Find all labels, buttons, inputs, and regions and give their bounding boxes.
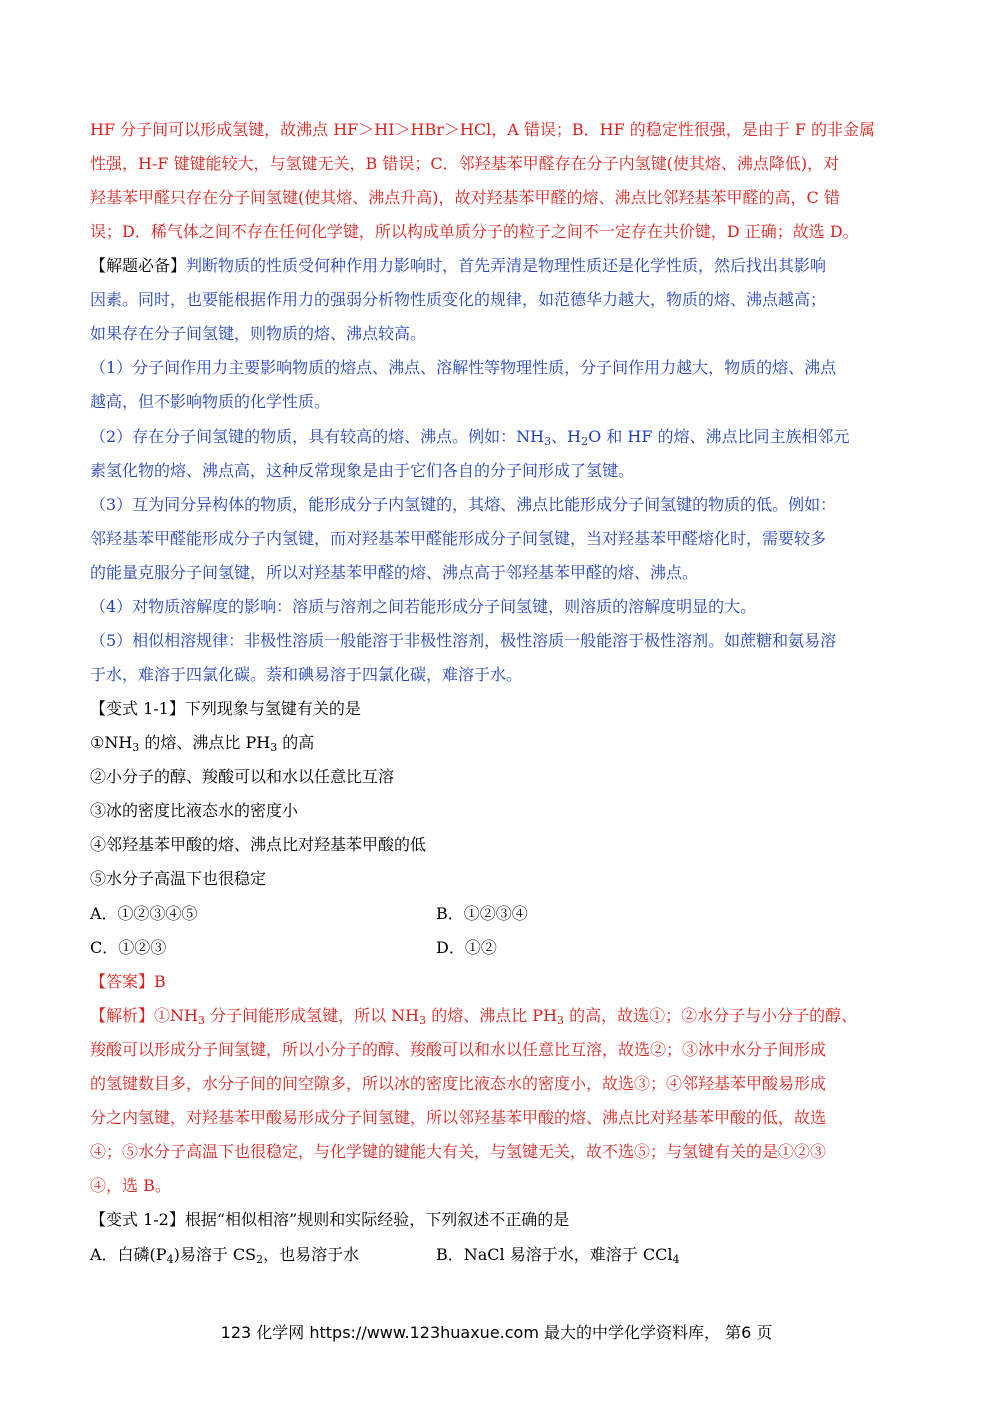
analysis-line [90, 1005, 910, 1027]
statement-item-5: ⑤水分子高温下也很稳定 [90, 869, 267, 888]
answer-line [90, 971, 910, 993]
variant-1-2-question [90, 1209, 910, 1231]
variant-1-1-question [90, 698, 910, 720]
text-span: （2）存在分子间氢键的物质，具有较高的熔、沸点。例如：NH [90, 427, 545, 446]
essentials-point-2: 素氢化物的熔、沸点高，这种反常现象是由于它们各自的分子间形成了氢键。 [90, 461, 635, 480]
text-span: 分子间能形成氢键，所以 NH [204, 1006, 420, 1025]
statement-item-4: ④邻羟基苯甲酸的熔、沸点比对羟基苯甲酸的低 [90, 835, 427, 854]
statement-item-3: ③冰的密度比液态水的密度小 [90, 801, 299, 820]
text-span: ①NH [154, 1006, 198, 1025]
option-row [90, 1244, 910, 1266]
explanation-line: 羟基苯甲醛只存在分子间氢键(使其熔、沸点升高)，故对羟基苯甲醛的熔、沸点比邻羟基苯甲醛的高，C 错 [90, 188, 840, 207]
explanation-line: HF 分子间可以形成氢键，故沸点 HF＞HI＞HBr＞HCl，A 错误；B．HF 的稳定性很强，是由于 F 的非金属 [90, 120, 876, 139]
text-span: )易溶于 CS [173, 1245, 257, 1264]
essentials-point-2 [90, 426, 910, 448]
analysis-line: 的氢键数目多，水分子间的间空隙多，所以冰的密度比液态水的密度小，故选③；④邻羟基苯甲酸易形成 [90, 1074, 827, 1093]
text-span: 的高 [277, 733, 315, 752]
text-span: 的高，故选①；②水分子与小分子的醇、 [564, 1006, 858, 1025]
option-row [90, 903, 910, 925]
analysis-line: ④；⑤水分子高温下也很稳定，与化学键的键能大有关，与氢键无关，故不选⑤；与氢键有关的是①②③ [90, 1142, 827, 1161]
text-span: O 和 HF 的熔、沸点比同主族相邻元 [588, 427, 850, 446]
statement-item-1 [90, 732, 910, 754]
subscript: 2 [256, 1253, 264, 1266]
essentials-point-1: （1）分子间作用力主要影响物质的熔点、沸点、溶解性等物理性质，分子间作用力越大，物质的熔、沸点 [90, 358, 837, 377]
essentials-point-3: （3）互为同分异构体的物质，能形成分子内氢键的，其熔、沸点比能形成分子间氢键的物质的低。例如： [90, 495, 837, 514]
essentials-point-5: 于水，难溶于四氯化碳。萘和碘易溶于四氯化碳，难溶于水。 [90, 665, 523, 684]
analysis-line: ④，选 B。 [90, 1176, 171, 1195]
text-span: 的熔、沸点比 PH [426, 1006, 558, 1025]
analysis-line: 羧酸可以形成分子间氢键，所以小分子的醇、羧酸可以和水以任意比互溶，故选②；③冰中水分子间形成 [90, 1040, 827, 1059]
explanation-line: 误；D．稀气体之间不存在任何化学键，所以构成单质分子的粒子之间不一定存在共价键，D 正确；故选 D。 [90, 222, 859, 241]
essentials-line: 因素。同时，也要能根据作用力的强弱分析物性质变化的规律，如范德华力越大，物质的熔、沸点越高； [90, 290, 827, 309]
option-c: C．①②③ [90, 938, 167, 957]
essentials-point-1: 越高，但不影响物质的化学性质。 [90, 392, 331, 411]
text-span: 的熔、沸点比 PH [139, 733, 271, 752]
subscript: 2 [581, 435, 589, 448]
subscript: 3 [544, 435, 552, 448]
text-span: A．白磷(P [90, 1245, 167, 1264]
variant-tag: 【变式 1-2】 [90, 1210, 185, 1229]
subscript: 3 [419, 1014, 427, 1027]
question-text: 下列现象与氢键有关的是 [184, 699, 361, 718]
option-b: B．①②③④ [436, 904, 528, 923]
variant-tag: 【变式 1-1】 [90, 699, 185, 718]
option-row [90, 937, 910, 959]
question-text: 根据“相似相溶”规则和实际经验，下列叙述不正确的是 [184, 1210, 570, 1229]
option-d: D．①② [436, 938, 497, 957]
essentials-tag: 【解题必备】 [90, 256, 187, 275]
option-a: A．①②③④⑤ [90, 904, 198, 923]
essentials-point-5: （5）相似相溶规律：非极性溶质一般能溶于非极性溶剂，极性溶质一般能溶于极性溶剂。如蔗糖和氨易溶 [90, 631, 837, 650]
analysis-tag: 【解析】 [90, 1006, 155, 1025]
subscript: 3 [197, 1014, 205, 1027]
option-b [436, 1244, 679, 1266]
text-span: ，也易溶于水 [263, 1245, 360, 1264]
text-span: ①NH [90, 733, 133, 752]
subscript: 3 [557, 1014, 565, 1027]
essentials-point-4: （4）对物质溶解度的影响：溶质与溶剂之间若能形成分子间氢键，则溶质的溶解度明显的大。 [90, 597, 757, 616]
subscript: 3 [270, 741, 278, 754]
essentials-point-3: 的能量克服分子间氢键，所以对羟基苯甲醛的熔、沸点高于邻羟基苯甲醛的熔、沸点。 [90, 563, 699, 582]
text-span: B．NaCl 易溶于水，难溶于 CCl [436, 1245, 673, 1264]
answer-value: B [154, 972, 166, 991]
subscript: 3 [132, 741, 140, 754]
text-span: 、H [551, 427, 582, 446]
answer-tag: 【答案】 [90, 972, 155, 991]
subscript: 4 [166, 1253, 174, 1266]
option-a [90, 1245, 359, 1264]
essentials-line [90, 255, 910, 277]
statement-item-2: ②小分子的醇、羧酸可以和水以任意比互溶 [90, 767, 395, 786]
explanation-line: 性强，H-F 键键能较大，与氢键无关，B 错误；C．邻羟基苯甲醛存在分子内氢键(使其熔、沸点降低)，对 [90, 154, 840, 173]
essentials-point-3: 邻羟基苯甲醛能形成分子内氢键，而对羟基苯甲醛能形成分子间氢键，当对羟基苯甲醛熔化时，需要较多 [90, 529, 827, 548]
page-footer: 123 化学网 https://www.123huaxue.com 最大的中学化学资料库， 第6 页 [220, 1323, 773, 1342]
essentials-text: 判断物质的性质受何种作用力影响时，首先弄清是物理性质还是化学性质，然后找出其影响 [186, 256, 827, 275]
essentials-line: 如果存在分子间氢键，则物质的熔、沸点较高。 [90, 324, 427, 343]
subscript: 4 [672, 1253, 680, 1266]
analysis-line: 分之内氢键，对羟基苯甲酸易形成分子间氢键，所以邻羟基苯甲酸的熔、沸点比对羟基苯甲酸的低，故选 [90, 1108, 827, 1127]
